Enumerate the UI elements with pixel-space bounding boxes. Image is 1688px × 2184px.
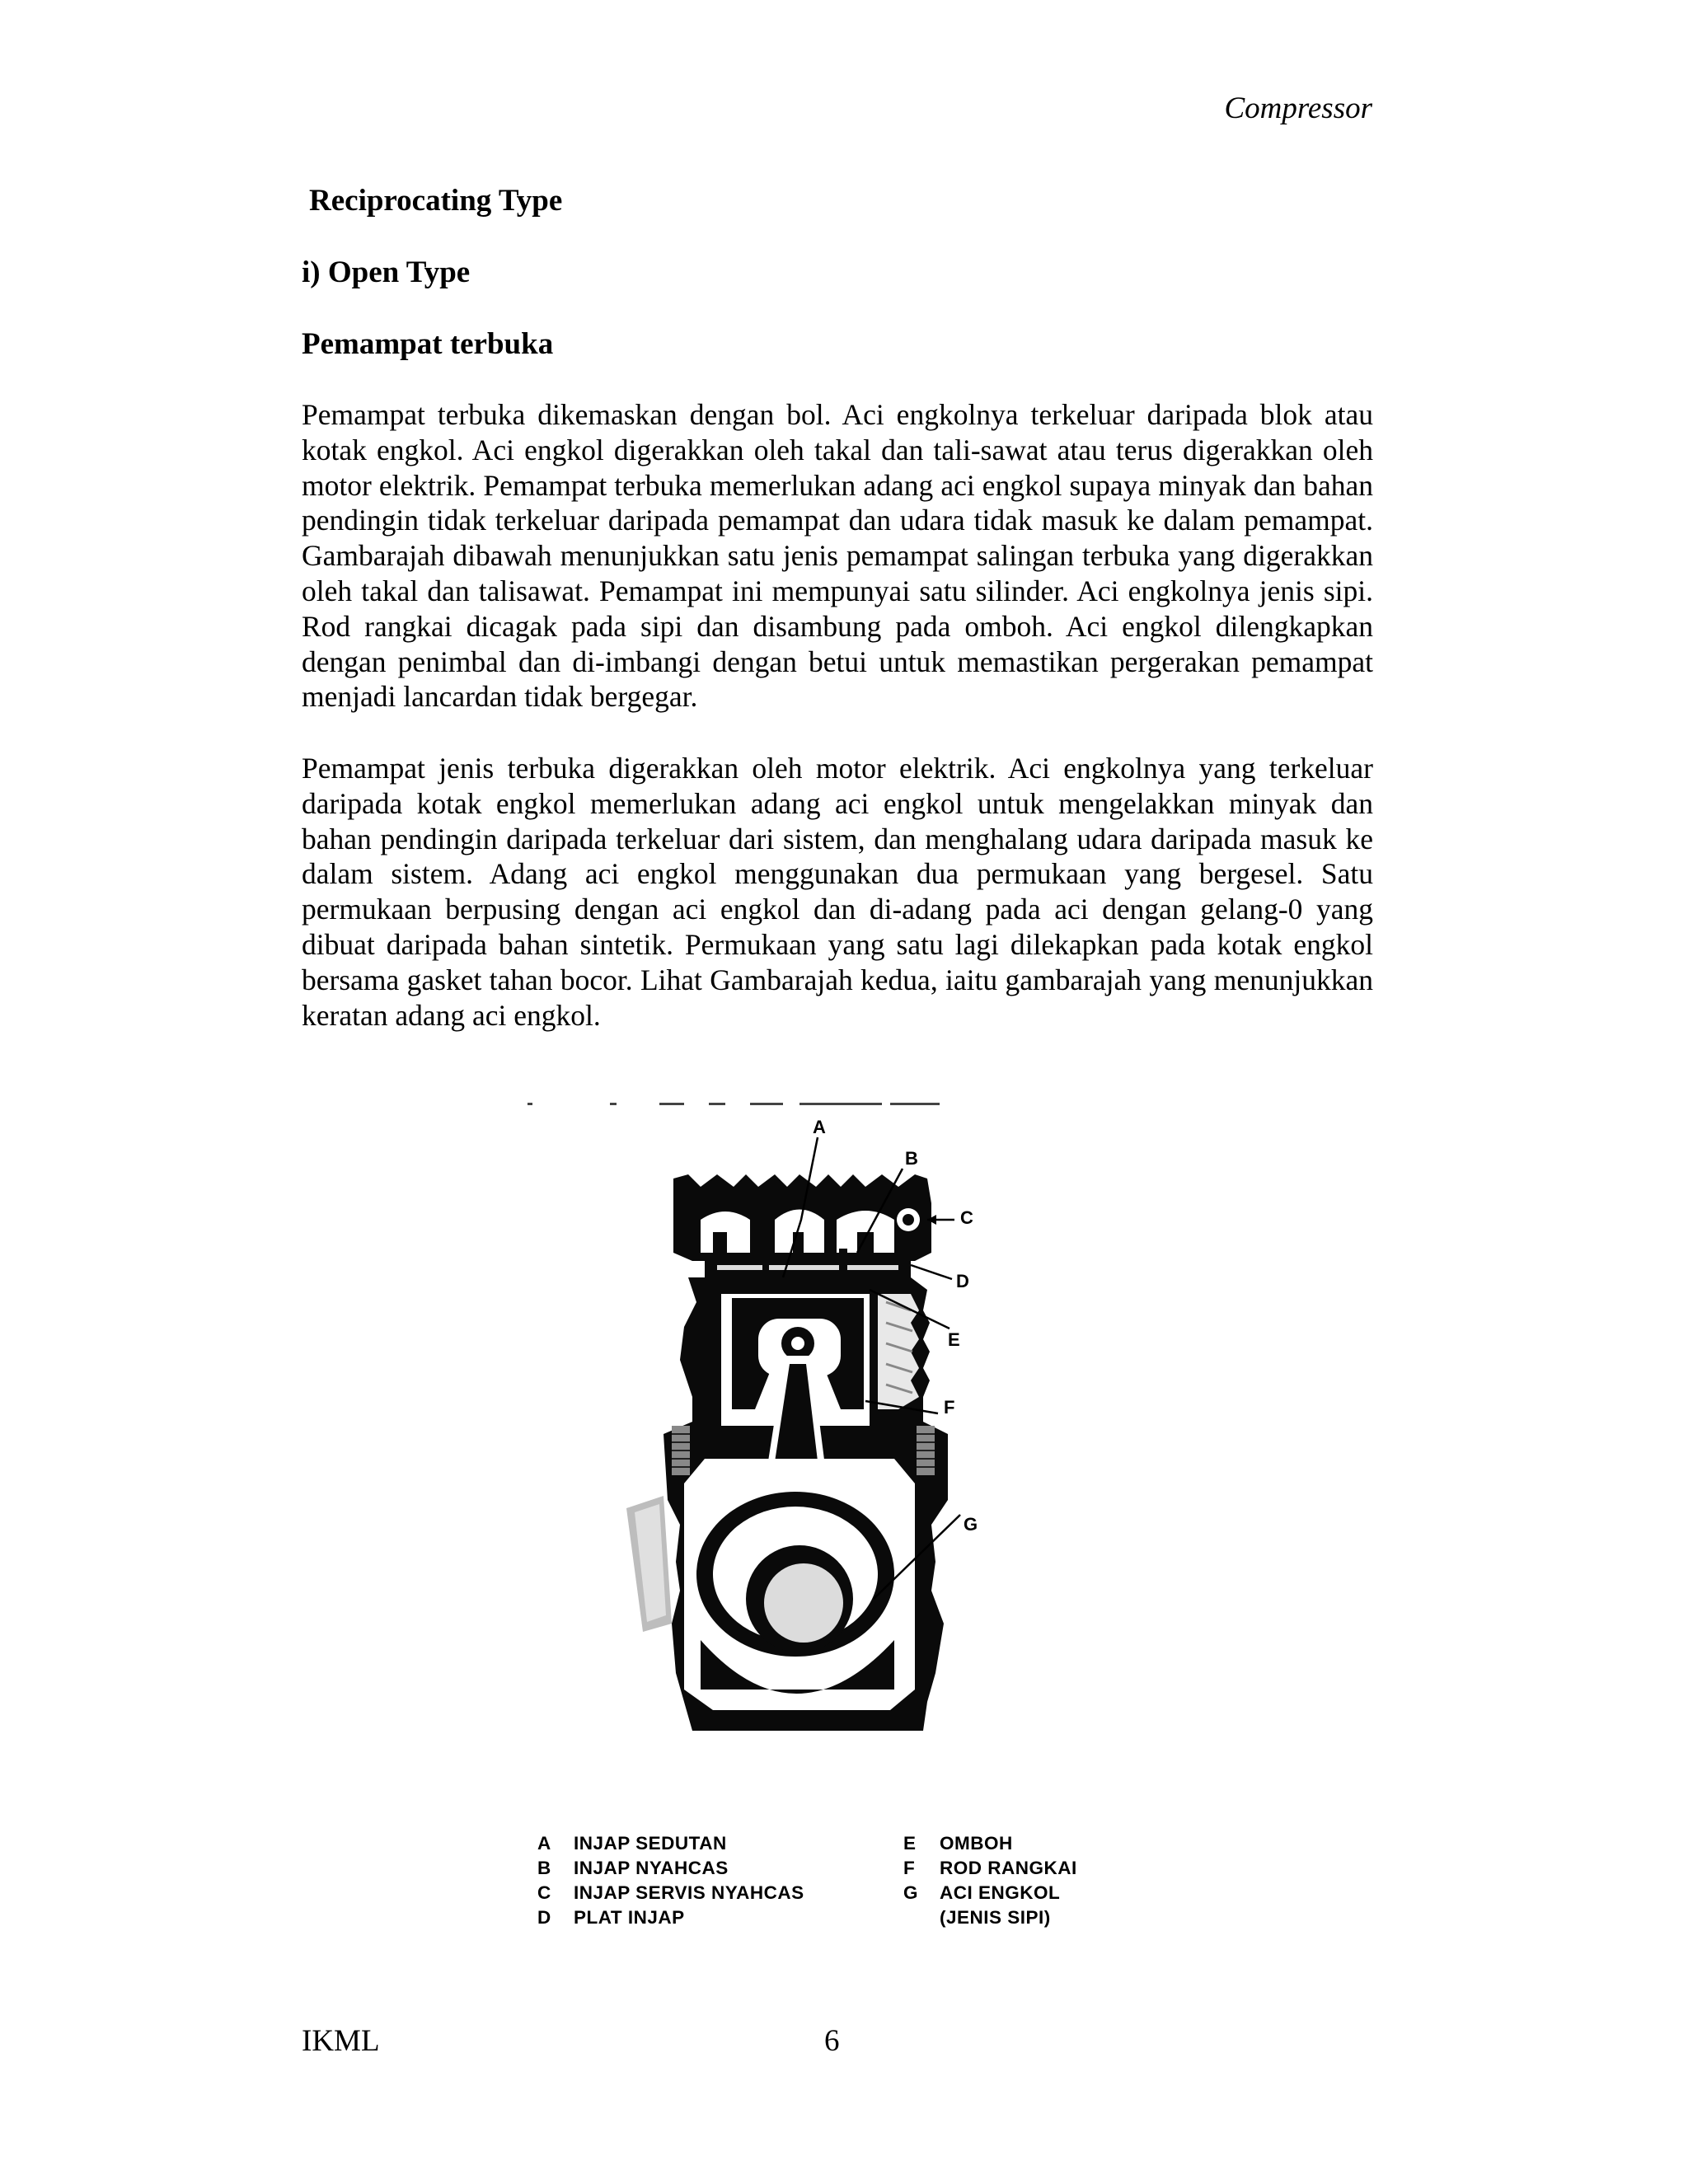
cropped-caption-remnant (528, 1103, 940, 1105)
legend-item (903, 1831, 1077, 1856)
legend-column-left (537, 1831, 804, 1930)
subtitle-heading: Pemampat terbuka (302, 327, 554, 361)
cylinder-block (626, 1277, 948, 1731)
legend-text: (JENIS SIPI) (940, 1907, 1051, 1928)
legend-key: G (903, 1882, 918, 1903)
legend-item (537, 1905, 804, 1930)
legend-item (903, 1856, 1077, 1881)
compressor-cross-section-figure (511, 1096, 1154, 1846)
legend-item (903, 1881, 1077, 1905)
legend-text: ACI ENGKOL (940, 1882, 1061, 1903)
figure-label-f: F (944, 1397, 955, 1418)
legend-key (903, 1905, 940, 1930)
figure-label-a: A (813, 1117, 826, 1137)
paragraph-2: Pemampat jenis terbuka digerakkan oleh motor elektrik. Aci engkolnya yang terkeluar daripada kotak engkol memerlukan adang aci engkol untuk mengelakkan minyak dan bahan pendingin daripada terkeluar dari sistem, dan menghalang udara daripada masuk ke dalam sistem. Adang aci engkol menggunakan dua permukaan yang bergesel. Satu permukaan berpusing dengan aci engkol dan di-adang pada aci dengan gelang-0 yang dibuat daripada bahan sintetik. Permukaan yang satu lagi dilekapkan pada kotak engkol bersama gasket tahan bocor. Lihat Gambarajah kedua, iaitu gambarajah yang menunjukkan keratan adang aci engkol. (302, 752, 1373, 1032)
legend-item (903, 1905, 1077, 1930)
legend-item (537, 1856, 804, 1881)
page-number: 6 (824, 2024, 840, 2058)
footer-org: IKML (302, 2024, 380, 2058)
figure-label-d: D (956, 1271, 969, 1291)
legend-key: A (537, 1833, 551, 1854)
legend-text: PLAT INJAP (574, 1907, 685, 1928)
legend-key: C (537, 1882, 551, 1903)
figure-label-b: B (905, 1148, 918, 1169)
legend-item (537, 1831, 804, 1856)
legend-item (537, 1881, 804, 1905)
legend-text: INJAP NYAHCAS (574, 1858, 729, 1878)
figure-legend (537, 1831, 1131, 1938)
legend-key: D (537, 1907, 551, 1928)
legend-text: ROD RANGKAI (940, 1858, 1077, 1878)
compressor-diagram (511, 1096, 1154, 1846)
legend-text: OMBOH (940, 1833, 1013, 1854)
paragraph-1: Pemampat terbuka dikemaskan dengan bol. Aci engkolnya terkeluar daripada blok atau kotak engkol. Aci engkol digerakkan oleh takal dan tali-sawat atau terus digerakkan oleh motor elektrik. Pemampat terbuka memerlukan adang aci engkol supaya minyak dan bahan pendingin tidak terkeluar daripada pemampat dan udara tidak masuk ke dalam pemampat. Gambarajah dibawah menunjukkan satu jenis pemampat salingan terbuka yang digerakkan oleh takal dan talisawat. Pemampat ini mempunyai satu silinder. Aci engkolnya jenis sipi. Rod rangkai dicagak pada sipi dan disambung pada omboh. Aci engkol dilengkapkan dengan penimbal dan di-imbangi dengan betui untuk memastikan pergerakan pemampat menjadi lancardan tidak bergegar. (302, 398, 1373, 714)
figure-label-e: E (948, 1329, 960, 1350)
legend-column-right (903, 1831, 1077, 1930)
legend-key: B (537, 1858, 551, 1878)
subsection-heading: i) Open Type (302, 255, 471, 289)
legend-text: INJAP SEDUTAN (574, 1833, 727, 1854)
running-header: Compressor (1224, 91, 1372, 125)
figure-label-c: C (960, 1207, 973, 1228)
figure-label-g: G (964, 1514, 978, 1535)
legend-key: E (903, 1833, 917, 1854)
legend-key: F (903, 1858, 915, 1878)
legend-text: INJAP SERVIS NYAHCAS (574, 1882, 804, 1903)
section-heading: Reciprocating Type (309, 184, 563, 218)
